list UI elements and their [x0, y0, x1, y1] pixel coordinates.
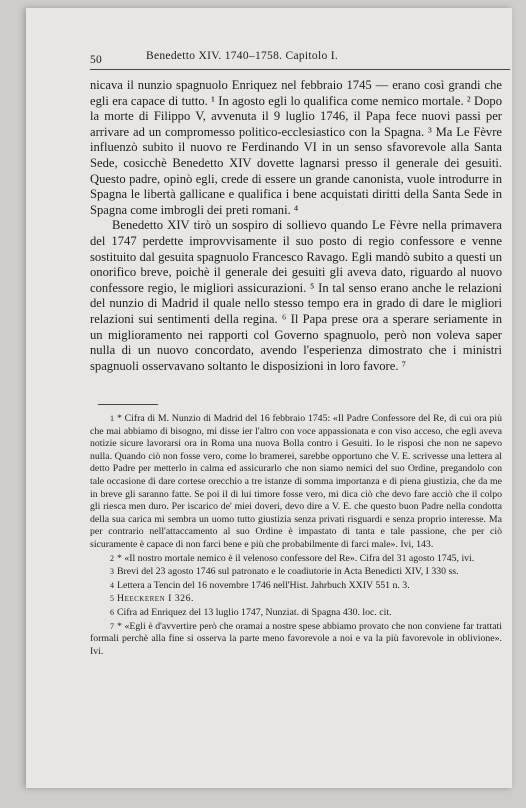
- main-text: [90, 78, 502, 374]
- footnote-number: 4: [110, 580, 114, 590]
- footnote-text: * «Il nostro mortale nemico è il velenoso confessore del Re». Cifra del 31 agosto 1745, ivi.: [117, 552, 475, 564]
- footnote-rule: [98, 404, 158, 405]
- footnote-6: [90, 607, 502, 620]
- footnote-text: Cifra ad Enriquez del 13 luglio 1747, Nunziat. di Spagna 430. loc. cit.: [117, 606, 392, 618]
- footnote-number: 1: [110, 414, 114, 423]
- header-rule: [90, 69, 510, 70]
- footnote-1: [90, 413, 502, 552]
- footnote-4: [90, 580, 502, 593]
- book-page: [26, 8, 512, 788]
- running-title: Benedetto XIV. 1740–1758. Capitolo I.: [146, 50, 338, 62]
- footnote-number: 2: [110, 553, 114, 563]
- footnote-text: Lettera a Tencin del 16 novembre 1746 nell'Hist. Jahrbuch XXIV 551 n. 3.: [117, 579, 410, 591]
- footnote-5: [90, 593, 502, 606]
- footnote-number: 7: [110, 621, 114, 631]
- footnote-number: 5: [110, 594, 114, 604]
- paragraph-1: nicava il nunzio spagnuolo Enriquez nel febbraio 1745 — erano così grandi che egli era capace di tutto. ¹ In agosto egli lo qualifica come nemico mortale. ² Dopo la morte di Filippo V, avvenuta il 9 luglio 1746, il Papa fece nuovi passi per arrivare ad un compromesso politico-ecclesiastico con la Spagna. ³ Ma Le Fèvre influenzò subito il nuovo re Ferdinando VI in un senso sfavorevole alla Santa Sede, cosicchè Benedetto XIV dovette lagnarsi presso il generale dei gesuiti. Questo padre, opinò egli, crede di essere un grande canonista, vuole introdurre in Spagna le libertà gallicane e qualifica i bene acquistati diritti della Santa Sede in Spagna come imbrogli dei preti romani. ⁴: [90, 78, 502, 217]
- footnote-text: * «Egli è d'avvertire però che oramai a nostre spese abbiamo provato che non conviene far trattati formali perchè alla fine si osserva la parte meno favorevole a noi e va la più favorevole in oblivione». Ivi.: [90, 620, 502, 657]
- footnote-text: * Cifra di M. Nunzio di Madrid del 16 febbraio 1745: «Il Padre Confessore del Re, di cui ora più che mai abbiamo di bisogno, mi disse ier l'altro con voce appassionata e con viso acceso, che egli aveva notizie sicure lavorarsi ora in Roma una nuova Bolla contro i Gesuiti. Io le risposi che non ne sapevo nulla. Quando ciò non fosse vero, come lo bramerei, sarebbe opportuno che V. E. scrivesse una lettera al detto Padre per metterlo in calma ed assicurarlo che non siamo nemici del suo Ordine, pregandolo con tale occasione di dare cortese orecchio a tre istanze di somma importanza e di piena giustizia, che da me in breve gli saranno fatte. Se poi il di lui timore fosse vero, mi dica ciò che devo fare acciò che il colpo gli riesca men duro. Per iscarico de' miei doveri, devo dire a V. E. che questo buon Padre nella condotta della sua carica mi sembra un uomo tutto giustizia senza privati risguardi e senza proprio interesse. Ma per contrario nell'attaccamento al suo Ordine è impastato di tanta e tale passione, che per ciò sicuramente è capace di non farci bene e più che probabilmente di farci male». Ivi, 143.: [90, 413, 502, 550]
- page-number: 50: [90, 54, 103, 66]
- footnote-text: Brevi del 23 agosto 1746 sul patronato e le coadiutorie in Acta Benedicti XIV, I 330 ss.: [117, 566, 459, 578]
- paragraph-2: Benedetto XIV tirò un sospiro di sollievo quando Le Fèvre nella primavera del 1747 perdette improvvisamente il suo posto di regio confessore e venne sostituito dal gesuita spagnuolo Francesco Ravago. Egli mandò subito a questi un onorifico breve, poichè il generale dei gesuiti gli aveva dato, riguardo al nuovo confessore regio, le migliori assicurazioni. ⁵ In tal senso erano anche le relazioni del nunzio di Madrid il quale nello stesso tempo era in grado di dare le migliori relazioni sui sentimenti della regina. ⁶ Il Papa prese ora a sperare seriamente in un miglioramento nei rapporti col Governo spagnuolo, però non voleva saper nulla di un nuovo concordato, avendo l'esperienza dimostrato che i ministri spagnuoli osservavano soltanto le disposizioni in loro favore. ⁷: [90, 218, 502, 373]
- footnote-text: Heeckeren I 326.: [117, 593, 194, 605]
- footnote-2: [90, 553, 502, 566]
- footnote-number: 6: [110, 607, 114, 617]
- footnote-7: [90, 621, 502, 659]
- footnote-3: [90, 566, 502, 579]
- footnotes: [90, 413, 502, 659]
- footnote-number: 3: [110, 567, 114, 577]
